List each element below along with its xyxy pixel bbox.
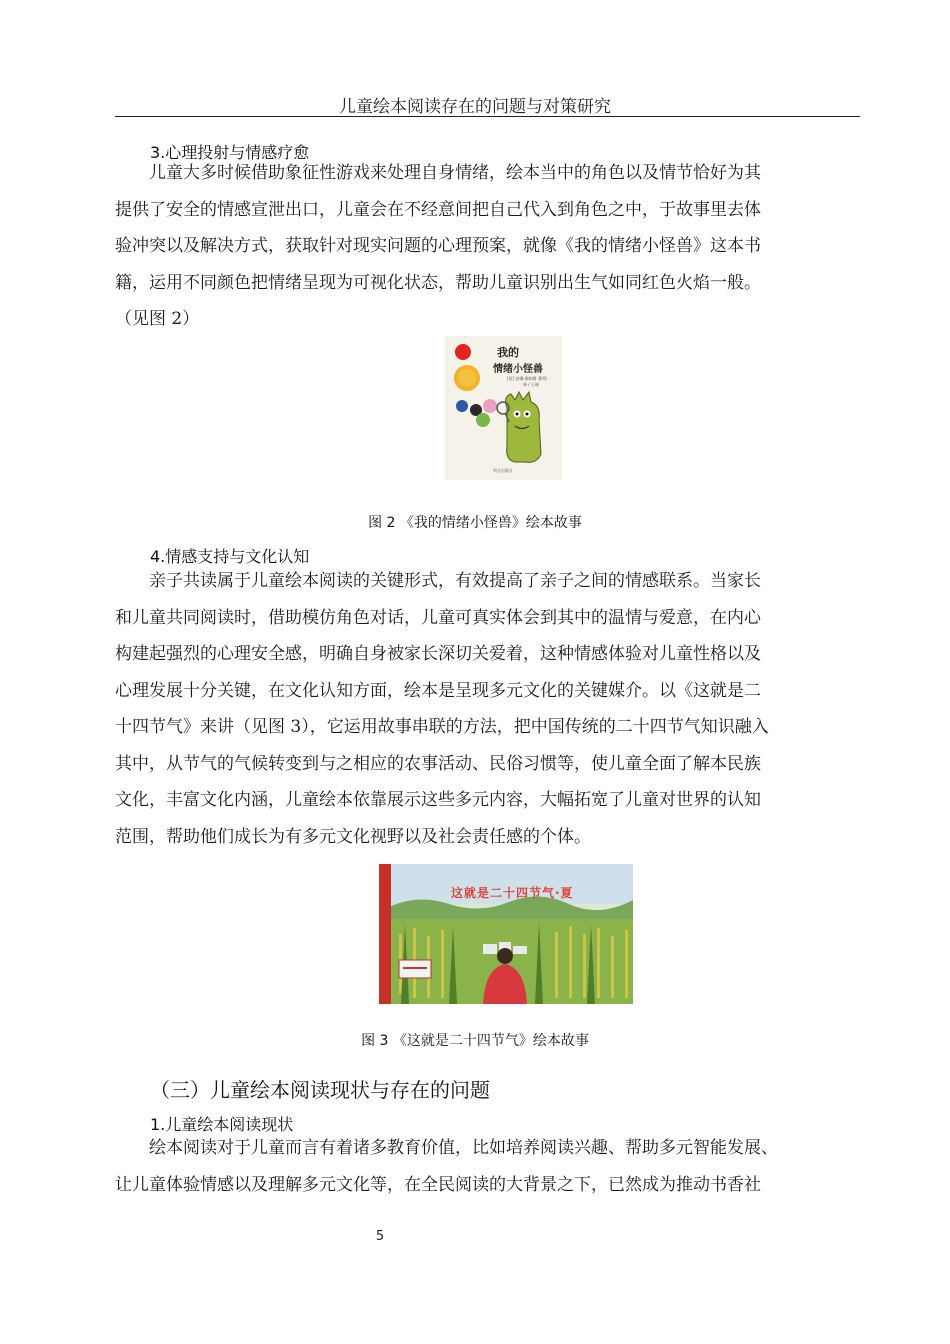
body-line: 心理发展十分关键，在文化认知方面，绘本是呈现多元文化的关键媒介。以《这就是二 (115, 680, 761, 701)
body-line: 构建起强烈的心理安全感，明确自身被家长深切关爱着，这种情感体验对儿童性格以及 (115, 644, 761, 664)
figure-3-book-cover (379, 864, 633, 1004)
body-line: 提供了安全的情感宣泄出口，儿童会在不经意间把自己代入到角色之中，于故事里去体 (115, 199, 761, 220)
cover-author-credit: [西] 安娜·耶纳斯 著/绘 (507, 376, 548, 381)
body-line: 文化，丰富文化内涵，儿童绘本依靠展示这些多元内容，大幅拓宽了儿童对世界的认知 (115, 790, 761, 810)
section-4-body (115, 563, 860, 855)
body-line: 亲子共读属于儿童绘本阅读的关键形式，有效提高了亲子之间的情感联系。当家长 (149, 571, 761, 591)
figure-2-book-cover (445, 336, 562, 480)
running-header-title: 儿童绘本阅读存在的问题与对策研究 (339, 97, 611, 117)
body-line: （见图 2） (115, 309, 200, 329)
section-body (115, 1130, 860, 1203)
page-number: 5 (375, 1229, 385, 1244)
section-3-heading: 3.心理投射与情感疗愈 (150, 143, 310, 162)
body-line: 籍，运用不同颜色把情绪呈现为可视化状态，帮助儿童识别出生气如同红色火焰一般。 (115, 272, 761, 293)
cover-translator: 译 / 王瑞 (523, 382, 539, 387)
subsection-heading: 1.儿童绘本阅读现状 (150, 1115, 294, 1134)
body-line: 让儿童体验情感以及理解多元文化等，在全民阅读的大背景之下，已然成为推动书香社 (115, 1174, 761, 1195)
figure-3-caption: 图 3 《这就是二十四节气》绘本故事 (361, 1033, 589, 1049)
cover-publisher: 明天出版社 (493, 468, 513, 473)
cover-title-line-1: 我的 (497, 346, 519, 359)
section-3-body (115, 155, 860, 338)
cover-title: 这就是二十四节气·夏 (451, 886, 574, 900)
body-line: 其中，从节气的气候转变到与之相应的农事活动、民俗习惯等，使儿童全面了解本民族 (115, 753, 761, 774)
body-line: 绘本阅读对于儿童而言有着诸多教育价值，比如培养阅读兴趣、帮助多元智能发展、 (149, 1138, 778, 1158)
section-title: （三）儿童绘本阅读现状与存在的问题 (150, 1078, 490, 1102)
section-4-heading: 4.情感支持与文化认知 (150, 547, 310, 566)
body-line: 十四节气》来讲（见图 3），它运用故事串联的方法，把中国传统的二十四节气知识融入 (115, 717, 769, 737)
figure-2-caption: 图 2 《我的情绪小怪兽》绘本故事 (368, 515, 582, 531)
body-line: 验冲突以及解决方式，获取针对现实问题的心理预案，就像《我的情绪小怪兽》这本书 (115, 236, 761, 256)
body-line: 范围，帮助他们成长为有多元文化视野以及社会责任感的个体。 (115, 826, 591, 847)
body-line: 儿童大多时候借助象征性游戏来处理自身情绪，绘本当中的角色以及情节恰好为其 (149, 163, 761, 183)
cover-title-line-2: 情绪小怪兽 (493, 364, 543, 375)
header-divider (115, 116, 860, 117)
body-line: 和儿童共同阅读时，借助模仿角色对话，儿童可真实体会到其中的温情与爱意，在内心 (115, 607, 761, 628)
